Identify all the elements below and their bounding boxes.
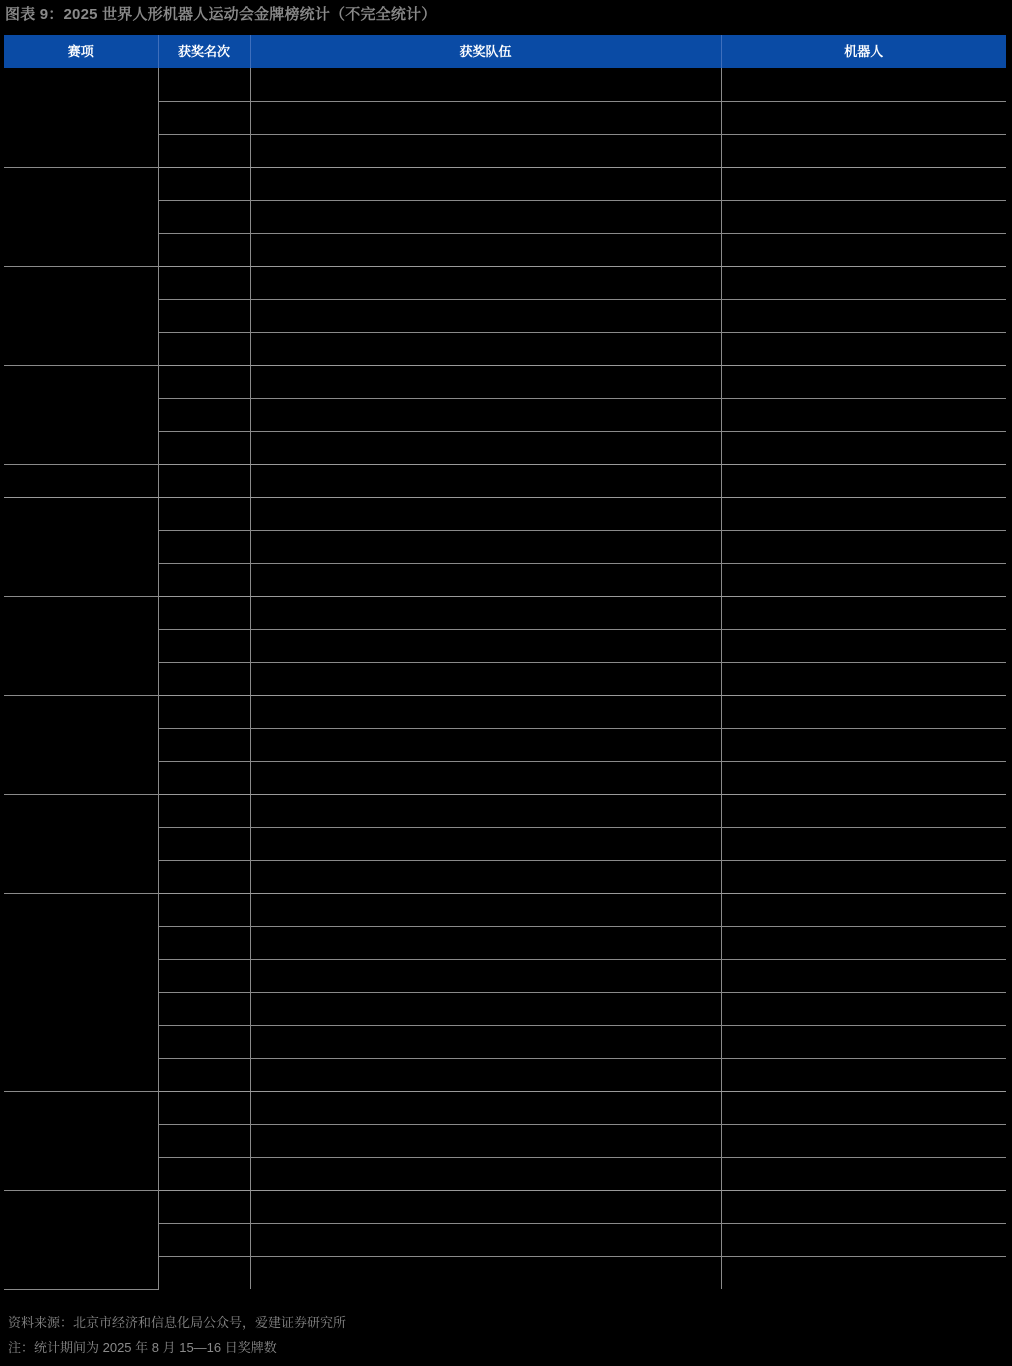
cell-robot: [721, 200, 1006, 233]
cell-team: [250, 1256, 721, 1289]
cell-event: [4, 695, 158, 794]
cell-team: [250, 794, 721, 827]
cell-event: [4, 497, 158, 596]
cell-event: [4, 1190, 158, 1289]
table-row: [4, 365, 1006, 398]
cell-robot: [721, 266, 1006, 299]
cell-robot: [721, 794, 1006, 827]
cell-robot: [721, 860, 1006, 893]
cell-team: [250, 68, 721, 101]
column-header-team: 获奖队伍: [250, 35, 721, 68]
cell-team: [250, 1223, 721, 1256]
cell-rank: [158, 629, 250, 662]
cell-robot: [721, 68, 1006, 101]
table-row: [4, 266, 1006, 299]
cell-robot: [721, 926, 1006, 959]
statistics-note: 注：统计期间为 2025 年 8 月 15—16 日奖牌数: [8, 1340, 277, 1355]
cell-rank: [158, 200, 250, 233]
cell-team: [250, 431, 721, 464]
cell-robot: [721, 959, 1006, 992]
cell-robot: [721, 530, 1006, 563]
cell-rank: [158, 266, 250, 299]
table-row: [4, 596, 1006, 629]
cell-rank: [158, 101, 250, 134]
cell-rank: [158, 596, 250, 629]
cell-rank: [158, 530, 250, 563]
cell-event: [4, 794, 158, 893]
cell-rank: [158, 563, 250, 596]
cell-team: [250, 1058, 721, 1091]
table-row: [4, 1190, 1006, 1223]
column-header-robot: 机器人: [721, 35, 1006, 68]
cell-rank: [158, 1091, 250, 1124]
cell-robot: [721, 1223, 1006, 1256]
cell-team: [250, 761, 721, 794]
cell-rank: [158, 827, 250, 860]
cell-robot: [721, 1256, 1006, 1289]
cell-event: [4, 266, 158, 365]
cell-team: [250, 728, 721, 761]
cell-team: [250, 332, 721, 365]
cell-event: [4, 893, 158, 1091]
cell-event: [4, 464, 158, 497]
cell-rank: [158, 299, 250, 332]
cell-robot: [721, 101, 1006, 134]
cell-robot: [721, 398, 1006, 431]
cell-team: [250, 893, 721, 926]
cell-event: [4, 68, 158, 167]
cell-rank: [158, 761, 250, 794]
cell-robot: [721, 332, 1006, 365]
cell-rank: [158, 662, 250, 695]
cell-robot: [721, 596, 1006, 629]
cell-rank: [158, 365, 250, 398]
cell-team: [250, 926, 721, 959]
cell-team: [250, 1091, 721, 1124]
cell-rank: [158, 134, 250, 167]
table-body: [4, 68, 1006, 1289]
table-header: [4, 35, 1006, 68]
cell-team: [250, 596, 721, 629]
cell-team: [250, 992, 721, 1025]
cell-robot: [721, 431, 1006, 464]
cell-rank: [158, 926, 250, 959]
page-title: 图表 9：2025 世界人形机器人运动会金牌榜统计（不完全统计）: [5, 6, 437, 23]
cell-robot: [721, 1058, 1006, 1091]
cell-team: [250, 200, 721, 233]
cell-robot: [721, 464, 1006, 497]
cell-robot: [721, 695, 1006, 728]
cell-team: [250, 530, 721, 563]
cell-robot: [721, 1091, 1006, 1124]
cell-robot: [721, 134, 1006, 167]
cell-rank: [158, 1190, 250, 1223]
cell-robot: [721, 1190, 1006, 1223]
cell-team: [250, 464, 721, 497]
medal-table: [4, 35, 1006, 1290]
cell-team: [250, 398, 721, 431]
cell-rank: [158, 992, 250, 1025]
cell-event: [4, 1091, 158, 1190]
cell-rank: [158, 860, 250, 893]
table-row: [4, 68, 1006, 101]
cell-team: [250, 266, 721, 299]
cell-robot: [721, 365, 1006, 398]
cell-rank: [158, 1223, 250, 1256]
cell-team: [250, 695, 721, 728]
cell-robot: [721, 563, 1006, 596]
cell-team: [250, 629, 721, 662]
cell-rank: [158, 431, 250, 464]
cell-rank: [158, 68, 250, 101]
cell-rank: [158, 398, 250, 431]
cell-team: [250, 134, 721, 167]
cell-robot: [721, 233, 1006, 266]
cell-robot: [721, 827, 1006, 860]
cell-event: [4, 365, 158, 464]
cell-rank: [158, 464, 250, 497]
cell-team: [250, 563, 721, 596]
cell-robot: [721, 761, 1006, 794]
cell-rank: [158, 893, 250, 926]
cell-rank: [158, 728, 250, 761]
cell-robot: [721, 1025, 1006, 1058]
cell-team: [250, 662, 721, 695]
cell-rank: [158, 794, 250, 827]
cell-team: [250, 167, 721, 200]
cell-robot: [721, 728, 1006, 761]
cell-robot: [721, 1124, 1006, 1157]
column-header-rank: 获奖名次: [158, 35, 250, 68]
cell-robot: [721, 629, 1006, 662]
cell-robot: [721, 893, 1006, 926]
cell-robot: [721, 992, 1006, 1025]
cell-rank: [158, 1256, 250, 1289]
cell-rank: [158, 167, 250, 200]
cell-rank: [158, 332, 250, 365]
footnotes: [8, 1310, 998, 1360]
cell-event: [4, 167, 158, 266]
cell-team: [250, 959, 721, 992]
cell-team: [250, 299, 721, 332]
table-row: [4, 167, 1006, 200]
cell-team: [250, 1157, 721, 1190]
cell-rank: [158, 1124, 250, 1157]
cell-robot: [721, 662, 1006, 695]
table-row: [4, 497, 1006, 530]
column-header-event: 赛项: [4, 35, 158, 68]
cell-event: [4, 596, 158, 695]
table-row: [4, 695, 1006, 728]
source-note: 资料来源：北京市经济和信息化局公众号，爱建证券研究所: [8, 1315, 347, 1330]
cell-robot: [721, 167, 1006, 200]
cell-team: [250, 1190, 721, 1223]
cell-rank: [158, 1025, 250, 1058]
table-row: [4, 1091, 1006, 1124]
cell-team: [250, 827, 721, 860]
cell-team: [250, 1124, 721, 1157]
cell-rank: [158, 959, 250, 992]
cell-robot: [721, 299, 1006, 332]
cell-team: [250, 365, 721, 398]
cell-team: [250, 860, 721, 893]
cell-rank: [158, 497, 250, 530]
table-row: [4, 464, 1006, 497]
medal-table-container: [4, 35, 1006, 1290]
cell-rank: [158, 233, 250, 266]
cell-team: [250, 497, 721, 530]
cell-team: [250, 1025, 721, 1058]
cell-robot: [721, 1157, 1006, 1190]
cell-rank: [158, 1157, 250, 1190]
cell-team: [250, 101, 721, 134]
cell-team: [250, 233, 721, 266]
table-row: [4, 794, 1006, 827]
table-row: [4, 893, 1006, 926]
cell-rank: [158, 1058, 250, 1091]
cell-robot: [721, 497, 1006, 530]
table-header-row: [4, 35, 1006, 68]
cell-rank: [158, 695, 250, 728]
